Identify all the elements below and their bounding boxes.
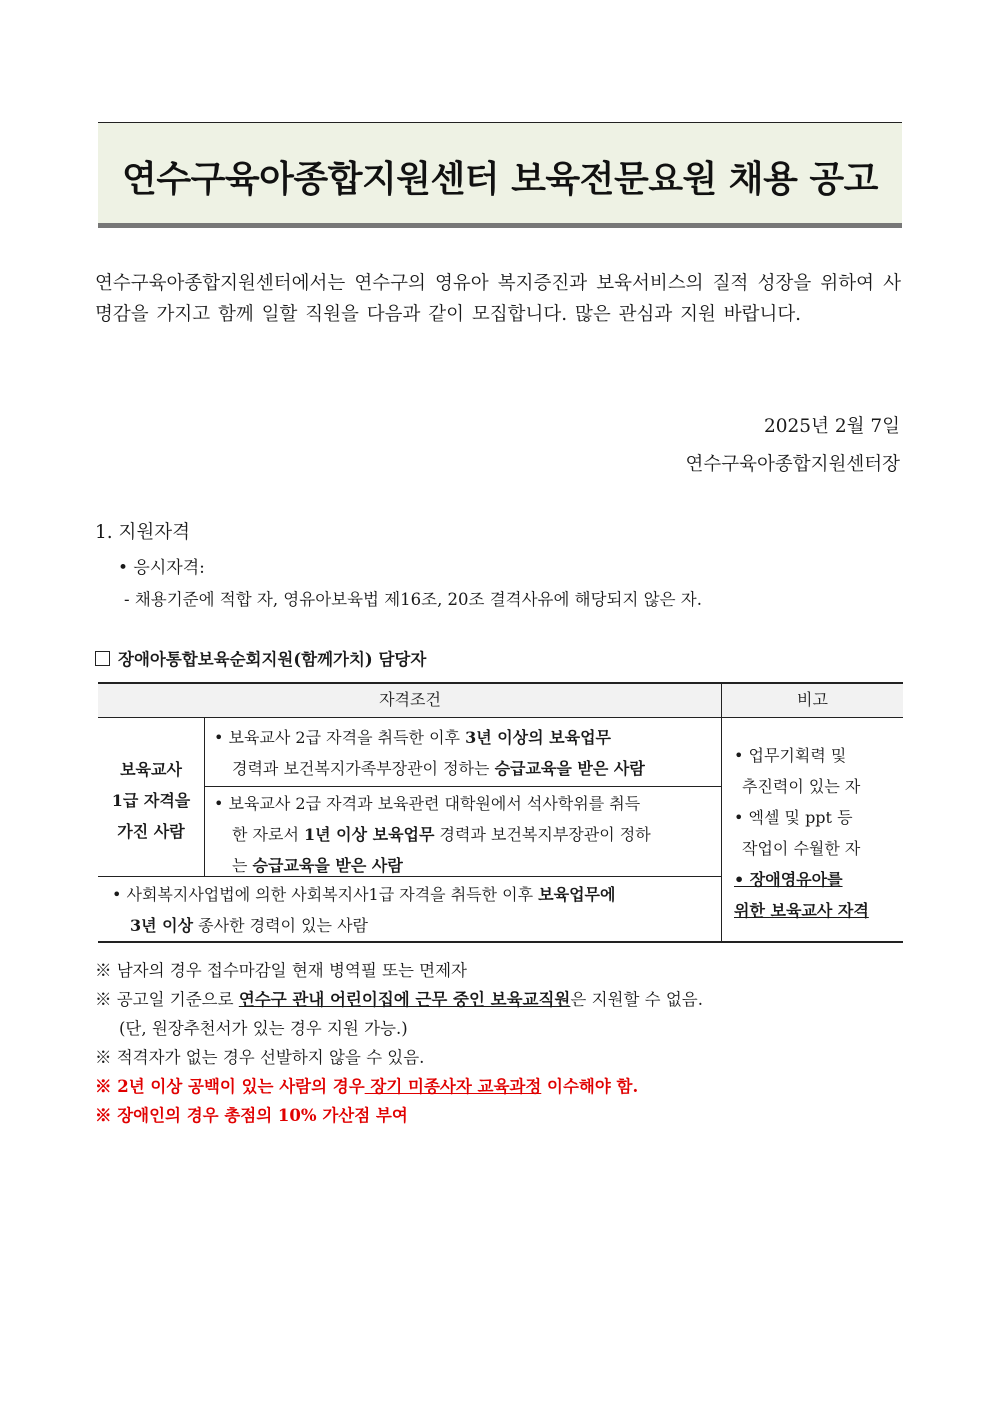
position-title-text: 장애아통합보육순회지원(함께가치) 담당자	[118, 650, 427, 669]
text-segment: 은 지원할 수 없음.	[570, 990, 703, 1009]
remark-line: 위한 보육교사 자격	[734, 901, 869, 920]
text-segment: 이수해야 함.	[541, 1077, 639, 1096]
left-label-line: 보육교사	[120, 760, 182, 779]
text-segment-bold: 1년 이상 보육업무	[304, 825, 435, 844]
table-divider	[721, 682, 722, 942]
text-segment-bold: 보육업무에	[538, 885, 616, 904]
header-remarks: 비고	[797, 690, 828, 709]
table-divider	[204, 786, 721, 787]
section-detail: - 채용기준에 적합 자, 영유아보육법 제16조, 20조 결격사유에 해당되지 않은 자.	[124, 590, 702, 609]
text-segment-bold: 승급교육을 받은 사람	[494, 759, 645, 778]
section-heading: 1. 지원자격	[95, 522, 191, 543]
text-segment: • 보육교사 2급 자격과 보육관련 대학원에서 석사학위를 취득	[214, 794, 641, 813]
checkbox-square-icon	[95, 651, 110, 666]
remark-line: • 업무기획력 및	[734, 746, 847, 765]
text-segment: 경력과 보건복지가족부장관이 정하는	[232, 759, 495, 778]
table-divider	[204, 718, 205, 876]
note-item	[95, 985, 703, 1014]
remarks-cell	[734, 740, 902, 926]
text-segment: 는	[232, 856, 253, 875]
text-segment: ※ 2년 이상 공백이 있는 사람의 경우	[95, 1077, 365, 1096]
text-segment-bold: 3년 이상의 보육업무	[465, 728, 611, 747]
table-bottom-border	[98, 941, 903, 943]
left-label	[98, 754, 204, 847]
remark-line: 작업이 수월한 자	[742, 839, 861, 858]
note-item: (단, 원장추천서가 있는 경우 지원 가능.)	[119, 1019, 408, 1038]
remark-line: 추진력이 있는 자	[742, 777, 861, 796]
issuer-name: 연수구육아종합지원센터장	[685, 454, 900, 475]
text-segment: ※ 공고일 기준으로	[95, 990, 239, 1009]
note-item: ※ 남자의 경우 접수마감일 현재 병역필 또는 면제자	[95, 961, 467, 980]
text-segment: 한 자로서	[232, 825, 304, 844]
remark-line: • 장애영유아를	[734, 870, 843, 889]
qualification-item-2	[214, 788, 718, 881]
note-item-warning: ※ 장애인의 경우 총점의 10% 가산점 부여	[95, 1106, 408, 1125]
remark-line: • 엑셀 및 ppt 등	[734, 808, 853, 827]
announcement-date: 2025년 2월 7일	[764, 416, 900, 437]
qualification-item-1	[214, 722, 714, 784]
section-bullet: • 응시자격:	[118, 558, 205, 578]
notes-list	[95, 956, 703, 1130]
intro-paragraph: 연수구육아종합지원센터에서는 연수구의 영유아 복지증진과 보육서비스의 질적 성장을 위하여 사명감을 가지고 함께 일할 직원을 다음과 같이 모집합니다. 많은 관심과 지원 바랍니다.	[95, 273, 901, 325]
text-segment-bold: 승급교육을 받은 사람	[252, 856, 403, 875]
page-title: 연수구육아종합지원센터 보육전문요원 채용 공고	[122, 159, 878, 200]
text-segment-bold: 3년 이상	[130, 916, 194, 935]
note-item-warning	[95, 1072, 703, 1101]
left-label-line: 1급 자격을	[111, 791, 191, 810]
text-segment: • 사회복지사업법에 의한 사회복지사1급 자격을 취득한 이후	[112, 885, 539, 904]
text-segment: 경력과 보건복지부장관이 정하	[434, 825, 651, 844]
text-segment: 종사한 경력이 있는 사람	[193, 916, 368, 935]
position-title	[95, 646, 426, 670]
text-segment-bold: 연수구 관내 어린이집에 근무 중인 보육교직원	[238, 990, 571, 1009]
text-segment-underlined: 장기 미종사자 교육과정	[364, 1077, 542, 1096]
header-qualification: 자격조건	[379, 690, 441, 709]
left-label-line: 가진 사람	[117, 822, 185, 841]
text-segment: • 보육교사 2급 자격을 취득한 이후	[214, 728, 466, 747]
title-banner	[98, 122, 902, 228]
note-item: ※ 적격자가 없는 경우 선발하지 않을 수 있음.	[95, 1048, 425, 1067]
qualification-item-3	[112, 879, 718, 941]
